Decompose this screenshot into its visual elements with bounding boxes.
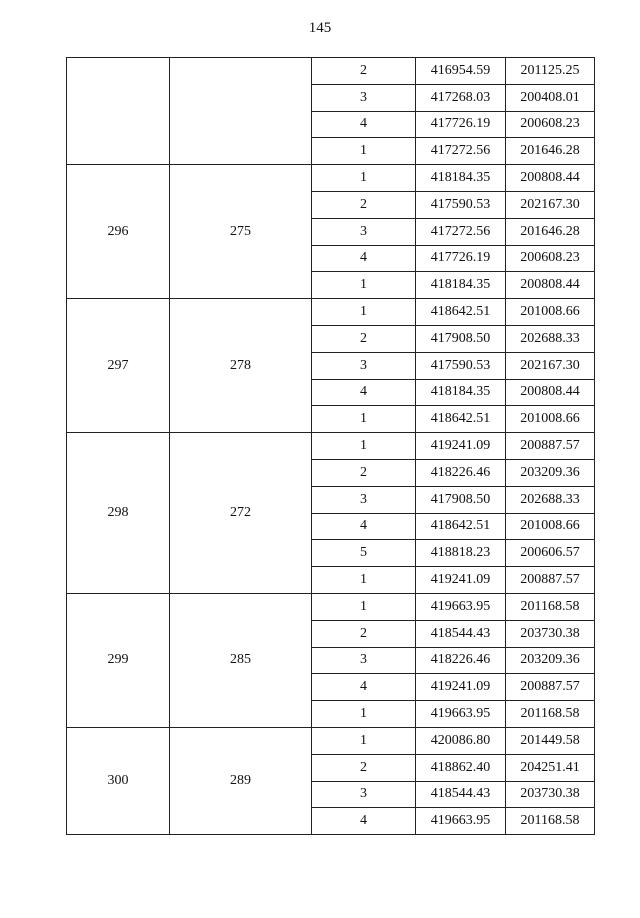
point-number-cell: 3 [312, 84, 416, 111]
x-coordinate-cell: 417726.19 [416, 245, 506, 272]
plot-number-cell: 298 [67, 433, 170, 594]
x-coordinate-cell: 418226.46 [416, 459, 506, 486]
plot-number-cell [67, 58, 170, 165]
point-number-cell: 4 [312, 379, 416, 406]
point-number-cell: 4 [312, 245, 416, 272]
coordinates-table [66, 57, 595, 835]
point-number-cell: 4 [312, 808, 416, 835]
x-coordinate-cell: 418544.43 [416, 620, 506, 647]
y-coordinate-cell: 202688.33 [506, 486, 595, 513]
point-number-cell: 3 [312, 781, 416, 808]
y-coordinate-cell: 201646.28 [506, 218, 595, 245]
point-number-cell: 3 [312, 486, 416, 513]
x-coordinate-cell: 417908.50 [416, 486, 506, 513]
page-number: 145 [308, 20, 332, 36]
y-coordinate-cell: 202167.30 [506, 191, 595, 218]
x-coordinate-cell: 418642.51 [416, 299, 506, 326]
x-coordinate-cell: 419663.95 [416, 808, 506, 835]
y-coordinate-cell: 201168.58 [506, 593, 595, 620]
x-coordinate-cell: 418862.40 [416, 754, 506, 781]
y-coordinate-cell: 203730.38 [506, 781, 595, 808]
y-coordinate-cell: 200887.57 [506, 433, 595, 460]
x-coordinate-cell: 417590.53 [416, 191, 506, 218]
x-coordinate-cell: 416954.59 [416, 58, 506, 85]
plot-number-cell: 296 [67, 165, 170, 299]
point-number-cell: 1 [312, 433, 416, 460]
point-number-cell: 1 [312, 406, 416, 433]
y-coordinate-cell: 201008.66 [506, 406, 595, 433]
point-number-cell: 1 [312, 593, 416, 620]
point-number-cell: 5 [312, 540, 416, 567]
y-coordinate-cell: 203730.38 [506, 620, 595, 647]
x-coordinate-cell: 418642.51 [416, 406, 506, 433]
contour-number-cell [170, 58, 312, 165]
point-number-cell: 4 [312, 513, 416, 540]
x-coordinate-cell: 418184.35 [416, 379, 506, 406]
y-coordinate-cell: 201008.66 [506, 513, 595, 540]
y-coordinate-cell: 201168.58 [506, 701, 595, 728]
y-coordinate-cell: 202167.30 [506, 352, 595, 379]
y-coordinate-cell: 200608.23 [506, 111, 595, 138]
table-row [67, 165, 595, 192]
plot-number-cell: 299 [67, 593, 170, 727]
x-coordinate-cell: 419241.09 [416, 674, 506, 701]
y-coordinate-cell: 201168.58 [506, 808, 595, 835]
table-row [67, 727, 595, 754]
contour-number-cell: 275 [170, 165, 312, 299]
y-coordinate-cell: 203209.36 [506, 647, 595, 674]
x-coordinate-cell: 418184.35 [416, 272, 506, 299]
x-coordinate-cell: 418226.46 [416, 647, 506, 674]
plot-number-cell: 300 [67, 727, 170, 834]
point-number-cell: 4 [312, 111, 416, 138]
table-row [67, 433, 595, 460]
x-coordinate-cell: 418544.43 [416, 781, 506, 808]
point-number-cell: 1 [312, 138, 416, 165]
plot-number-cell: 297 [67, 299, 170, 433]
y-coordinate-cell: 200887.57 [506, 674, 595, 701]
y-coordinate-cell: 200808.44 [506, 272, 595, 299]
point-number-cell: 1 [312, 272, 416, 299]
x-coordinate-cell: 418184.35 [416, 165, 506, 192]
contour-number-cell: 272 [170, 433, 312, 594]
contour-number-cell: 289 [170, 727, 312, 834]
x-coordinate-cell: 419241.09 [416, 433, 506, 460]
x-coordinate-cell: 417272.56 [416, 218, 506, 245]
contour-number-cell: 285 [170, 593, 312, 727]
x-coordinate-cell: 419663.95 [416, 593, 506, 620]
point-number-cell: 3 [312, 647, 416, 674]
point-number-cell: 1 [312, 727, 416, 754]
x-coordinate-cell: 418642.51 [416, 513, 506, 540]
y-coordinate-cell: 200608.23 [506, 245, 595, 272]
x-coordinate-cell: 417726.19 [416, 111, 506, 138]
x-coordinate-cell: 417908.50 [416, 325, 506, 352]
y-coordinate-cell: 200887.57 [506, 567, 595, 594]
table-row [67, 593, 595, 620]
point-number-cell: 2 [312, 325, 416, 352]
x-coordinate-cell: 420086.80 [416, 727, 506, 754]
contour-number-cell: 278 [170, 299, 312, 433]
y-coordinate-cell: 200408.01 [506, 84, 595, 111]
point-number-cell: 2 [312, 459, 416, 486]
table-row [67, 299, 595, 326]
point-number-cell: 1 [312, 165, 416, 192]
point-number-cell: 3 [312, 352, 416, 379]
table-row [67, 58, 595, 85]
point-number-cell: 1 [312, 567, 416, 594]
y-coordinate-cell: 201125.25 [506, 58, 595, 85]
y-coordinate-cell: 200808.44 [506, 379, 595, 406]
x-coordinate-cell: 418818.23 [416, 540, 506, 567]
x-coordinate-cell: 419663.95 [416, 701, 506, 728]
y-coordinate-cell: 202688.33 [506, 325, 595, 352]
x-coordinate-cell: 417268.03 [416, 84, 506, 111]
y-coordinate-cell: 201646.28 [506, 138, 595, 165]
point-number-cell: 1 [312, 701, 416, 728]
point-number-cell: 2 [312, 191, 416, 218]
x-coordinate-cell: 419241.09 [416, 567, 506, 594]
y-coordinate-cell: 201008.66 [506, 299, 595, 326]
y-coordinate-cell: 201449.58 [506, 727, 595, 754]
x-coordinate-cell: 417590.53 [416, 352, 506, 379]
point-number-cell: 4 [312, 674, 416, 701]
point-number-cell: 2 [312, 620, 416, 647]
point-number-cell: 2 [312, 58, 416, 85]
x-coordinate-cell: 417272.56 [416, 138, 506, 165]
point-number-cell: 1 [312, 299, 416, 326]
y-coordinate-cell: 200808.44 [506, 165, 595, 192]
y-coordinate-cell: 200606.57 [506, 540, 595, 567]
point-number-cell: 2 [312, 754, 416, 781]
y-coordinate-cell: 204251.41 [506, 754, 595, 781]
coordinates-table-body [67, 58, 595, 835]
point-number-cell: 3 [312, 218, 416, 245]
y-coordinate-cell: 203209.36 [506, 459, 595, 486]
